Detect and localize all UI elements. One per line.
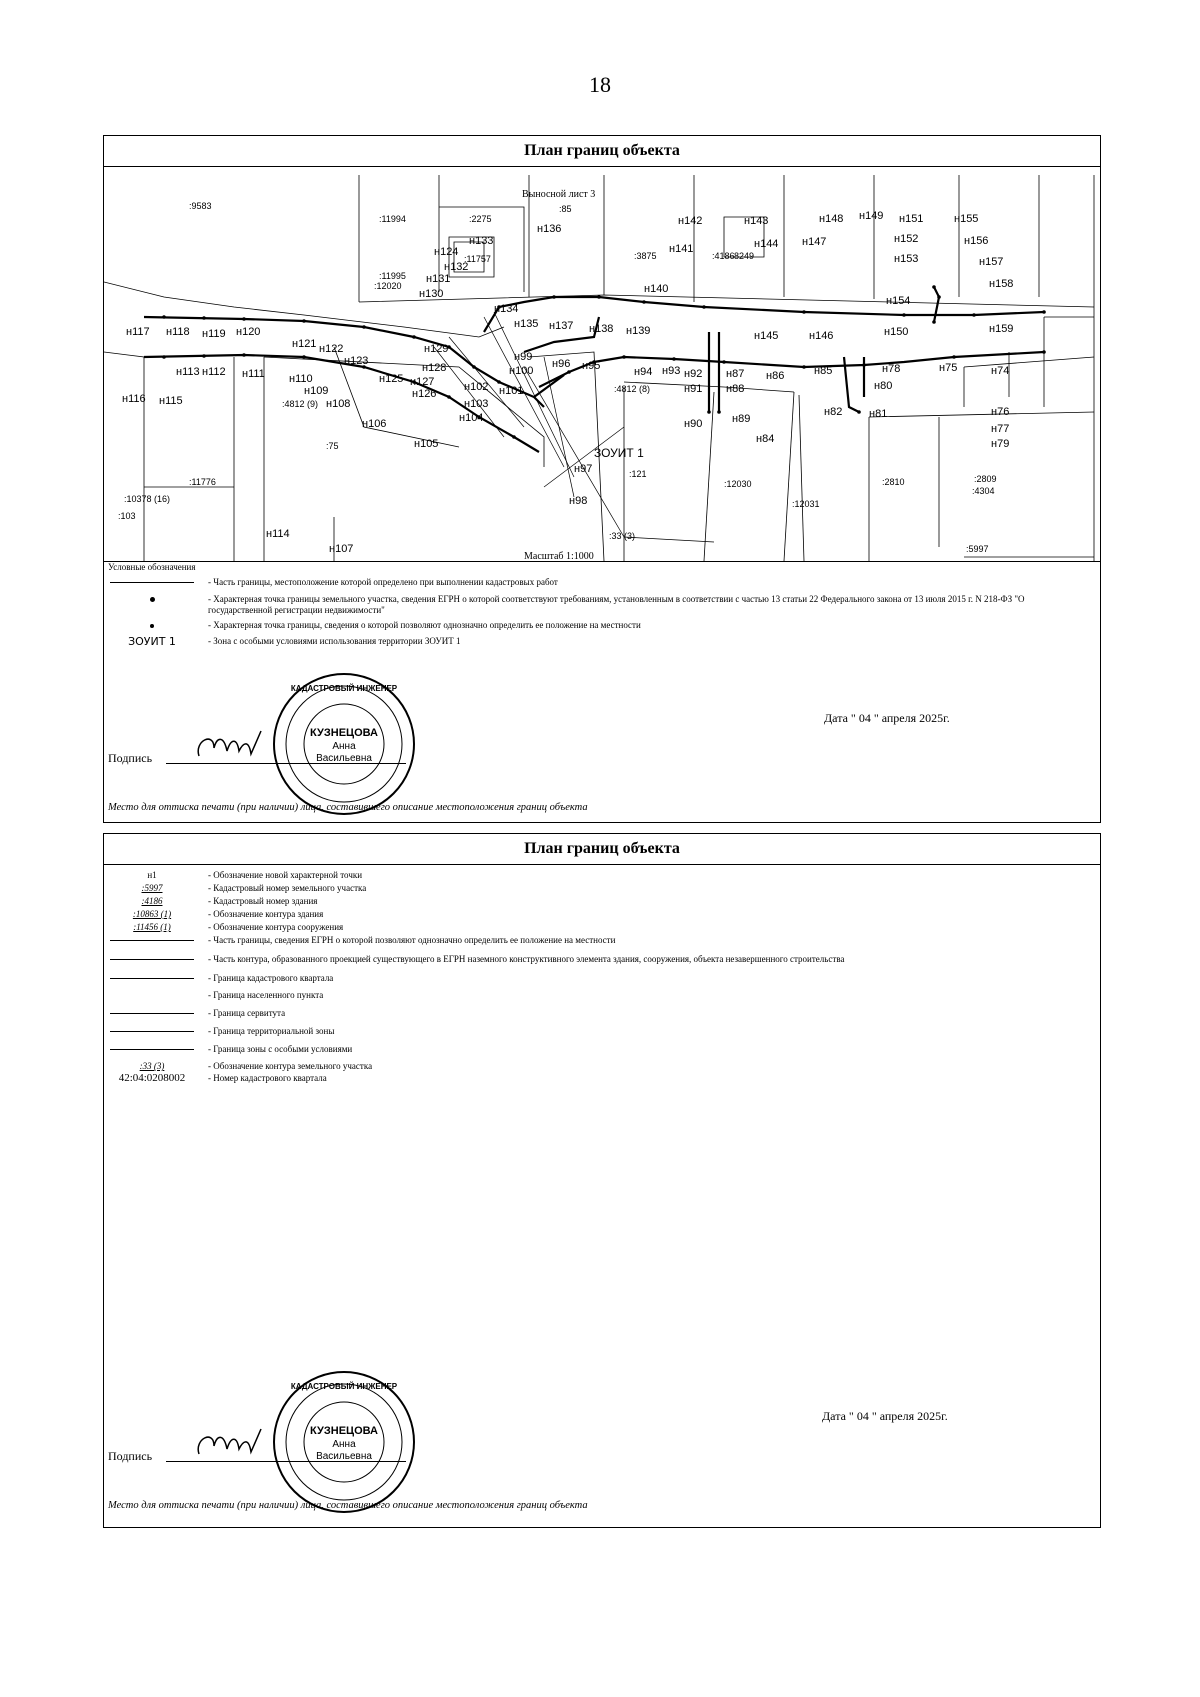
point-label: н148 [819, 213, 844, 225]
point-label: н102 [464, 381, 489, 393]
legend-symbol: :11456 (1) [133, 922, 171, 932]
point-label: н74 [991, 365, 1010, 377]
point-label: н131 [426, 273, 451, 285]
point-label: н129 [424, 343, 449, 355]
point-label: н98 [569, 495, 588, 507]
label: :4304 [972, 486, 995, 496]
label: :2275 [469, 214, 492, 224]
label: :11776 [189, 477, 216, 487]
stamp-place-note: Место для оттиска печати (при наличии) лица, составившего описание местоположения границ объекта [108, 1500, 588, 1511]
point-label: н115 [159, 395, 183, 407]
point-label: н105 [414, 438, 439, 450]
point-label: н142 [678, 215, 703, 227]
point-label: н130 [419, 288, 444, 300]
point-label: н141 [669, 243, 694, 255]
label: :11757 [464, 254, 491, 264]
label: :12031 [792, 499, 820, 509]
stamp-place-note: Место для оттиска печати (при наличии) лица, составившего описание местоположения границ объекта [108, 802, 588, 813]
boundary-plan-panel-1 [103, 135, 1101, 823]
legend-symbol: н1 [147, 870, 157, 880]
map-scale: Масштаб 1:1000 [524, 551, 594, 561]
label: :12020 [374, 281, 402, 291]
legend-text: - Кадастровый номер здания [208, 896, 318, 906]
point-label: н126 [412, 388, 437, 400]
point-label: н136 [537, 223, 562, 235]
stamp-name: Анна [332, 1439, 356, 1450]
label: :11995 [379, 271, 406, 281]
legend-title: Условные обозначения [108, 562, 196, 572]
point-label: н117 [126, 326, 150, 338]
label: :11994 [379, 214, 406, 224]
boundary-map [104, 167, 1100, 562]
point-label: н124 [434, 246, 459, 258]
small-dot-icon [150, 624, 154, 628]
point-label: н109 [304, 385, 329, 397]
point-label: н159 [989, 323, 1014, 335]
point-label: н78 [882, 363, 901, 375]
map-drawing [104, 167, 1100, 561]
point-label: н81 [869, 408, 888, 420]
point-label: н87 [726, 368, 745, 380]
panel-title: План границ объекта [104, 136, 1100, 167]
label: :4812 (8) [614, 384, 651, 394]
point-label: н134 [494, 303, 519, 315]
zone-symbol: ЗОУИТ 1 [128, 635, 176, 648]
label: :103 [118, 511, 136, 521]
legend-text: - Обозначение новой характерной точки [208, 870, 363, 880]
legend-text: - Характерная точка границы земельного участка, сведения ЕГРН о которой соответствуют требованиям, установленным в соответствии с частью 13 статьи 22 Федерального закона от 13 июля 2015 г. N 218-ФЗ "О государственной регистрации недвижимости" [208, 594, 1025, 615]
point-label: н121 [292, 338, 317, 350]
official-stamp [269, 1367, 419, 1517]
solid-line-icon [110, 959, 194, 960]
solid-line-icon [110, 582, 194, 583]
point-label: н146 [809, 330, 834, 342]
legend-text: - Часть границы, местоположение которой определено при выполнении кадастровых работ [208, 577, 558, 587]
stamp-ring-text: КАДАСТРОВЫЙ ИНЖЕНЕР [290, 1382, 398, 1391]
point-label: н139 [626, 325, 651, 337]
point-label: н122 [319, 343, 344, 355]
point-label: н152 [894, 233, 919, 245]
stamp-name: Анна [332, 741, 356, 752]
label: :3875 [634, 251, 657, 261]
point-label: н100 [509, 365, 534, 377]
label: :85 [559, 204, 572, 214]
point-label: н106 [362, 418, 387, 430]
point-label: н156 [964, 235, 989, 247]
label: 8249 [734, 251, 755, 261]
label: :2809 [974, 474, 997, 484]
label: :5997 [966, 544, 989, 554]
point-label: н144 [754, 238, 779, 250]
legend-text: - Обозначение контура здания [208, 909, 324, 919]
point-label: н114 [266, 528, 290, 540]
point-label: н149 [859, 210, 884, 222]
point-label: н157 [979, 256, 1004, 268]
legend-text: - Граница кадастрового квартала [208, 973, 334, 983]
stamp-name: Васильевна [316, 753, 372, 764]
point-label: н128 [422, 362, 447, 374]
label: :121 [629, 469, 647, 479]
signature-label: Подпись [108, 1449, 153, 1463]
label: :2810 [882, 477, 905, 487]
point-label: н125 [379, 373, 404, 385]
point-label: н111 [242, 368, 265, 380]
point-label: н82 [824, 406, 843, 418]
label: :10378 (16) [124, 494, 171, 504]
point-label: н138 [589, 323, 614, 335]
handwritten-signature [189, 726, 279, 766]
point-label: н76 [991, 406, 1010, 418]
point-label: н118 [166, 326, 190, 338]
legend-text: - Граница территориальной зоны [208, 1026, 335, 1036]
handwritten-signature [189, 1424, 279, 1464]
legend-text: - Граница населенного пункта [208, 990, 324, 1000]
boundary-plan-panel-2 [103, 833, 1101, 1528]
legend-text: - Часть границы, сведения ЕГРН о которой позволяют однозначно определить ее положение на местности [208, 935, 616, 945]
point-label: н143 [744, 215, 769, 227]
signature-label: Подпись [108, 751, 153, 765]
point-label: н95 [582, 360, 601, 372]
legend-text: - Зона с особыми условиями использования территории ЗОУИТ 1 [208, 636, 461, 646]
zone-label: ЗОУИТ 1 [594, 446, 644, 460]
point-label: н116 [122, 393, 146, 405]
point-label: н89 [732, 413, 751, 425]
point-label: н90 [684, 418, 703, 430]
point-label: н92 [684, 368, 703, 380]
official-stamp [269, 669, 419, 819]
stamp-name: Васильевна [316, 1451, 372, 1462]
solid-line-icon [110, 1013, 194, 1014]
legend-text: - Обозначение контура земельного участка [208, 1061, 373, 1071]
point-label: н151 [899, 213, 924, 225]
point-label: н140 [644, 283, 669, 295]
point-label: н80 [874, 380, 893, 392]
label: :12030 [724, 479, 752, 489]
point-dot-icon [150, 597, 155, 602]
page-number: 18 [589, 72, 611, 97]
legend-text: - Номер кадастрового квартала [208, 1073, 327, 1083]
point-label: н133 [469, 235, 494, 247]
point-label: н101 [499, 385, 524, 397]
point-label: н158 [989, 278, 1014, 290]
point-label: н112 [202, 366, 226, 378]
label: :75 [326, 441, 339, 451]
point-label: н108 [326, 398, 351, 410]
point-label: н75 [939, 362, 958, 374]
point-label: н93 [662, 365, 681, 377]
point-label: н123 [344, 355, 369, 367]
point-label: н154 [886, 295, 911, 307]
date: Дата " 04 " апреля 2025г. [824, 711, 950, 725]
point-label: н155 [954, 213, 979, 225]
point-label: н84 [756, 433, 775, 445]
point-label: н127 [410, 376, 435, 388]
point-label: н132 [444, 261, 469, 273]
solid-line-icon [110, 1049, 194, 1050]
point-label: н94 [634, 366, 653, 378]
solid-line-icon [110, 978, 194, 979]
legend-text: - Обозначение контура сооружения [208, 922, 344, 932]
point-label: н97 [574, 463, 593, 475]
legend-symbol: 42:04:0208002 [118, 1072, 186, 1084]
legend-symbol: :33 (3) [139, 1061, 165, 1071]
legend-text: - Часть контура, образованного проекцией существующего в ЕГРН наземного конструктивного элемента здания, сооружения, объекта незавершенного строительства [208, 954, 845, 964]
label: :33 (3) [609, 531, 636, 541]
legend-symbol: :4186 [141, 896, 163, 906]
point-label: н79 [991, 438, 1010, 450]
panel-title: План границ объекта [104, 834, 1100, 865]
stamp-name: КУЗНЕЦОВА [310, 1425, 378, 1437]
point-label: н135 [514, 318, 539, 330]
solid-line-icon [110, 1031, 194, 1032]
point-label: н113 [176, 366, 200, 378]
point-label: н77 [991, 423, 1010, 435]
legend-symbol: :5997 [141, 883, 163, 893]
point-label: н91 [684, 383, 703, 395]
point-label: н88 [726, 383, 745, 395]
label: :4186 [712, 251, 735, 261]
label: :4812 (9) [282, 399, 319, 409]
point-label: н150 [884, 326, 909, 338]
point-label: н85 [814, 365, 833, 377]
point-label: н137 [549, 320, 574, 332]
point-label: н120 [236, 326, 261, 338]
stamp-name: КУЗНЕЦОВА [310, 727, 378, 739]
legend-text: - Граница сервитута [208, 1008, 286, 1018]
point-label: н110 [289, 373, 313, 385]
point-label: н145 [754, 330, 779, 342]
legend-text: - Кадастровый номер земельного участка [208, 883, 367, 893]
date: Дата " 04 " апреля 2025г. [822, 1409, 948, 1423]
sheet-note: Выносной лист 3 [522, 189, 596, 200]
legend-text: - Характерная точка границы, сведения о которой позволяют однозначно определить ее положение на местности [208, 620, 641, 630]
point-label: н107 [329, 543, 354, 555]
stamp-ring-text: КАДАСТРОВЫЙ ИНЖЕНЕР [290, 684, 398, 693]
solid-line-icon [110, 940, 194, 941]
point-label: н86 [766, 370, 785, 382]
point-label: н99 [514, 351, 533, 363]
point-label: н147 [802, 236, 827, 248]
point-label: н96 [552, 358, 571, 370]
point-label: н153 [894, 253, 919, 265]
legend-text: - Граница зоны с особыми условиями [208, 1044, 353, 1054]
point-label: н119 [202, 328, 226, 340]
point-label: н103 [464, 398, 489, 410]
point-label: н104 [459, 412, 484, 424]
legend-symbol: :10863 (1) [132, 909, 172, 919]
label: :9583 [189, 201, 212, 211]
